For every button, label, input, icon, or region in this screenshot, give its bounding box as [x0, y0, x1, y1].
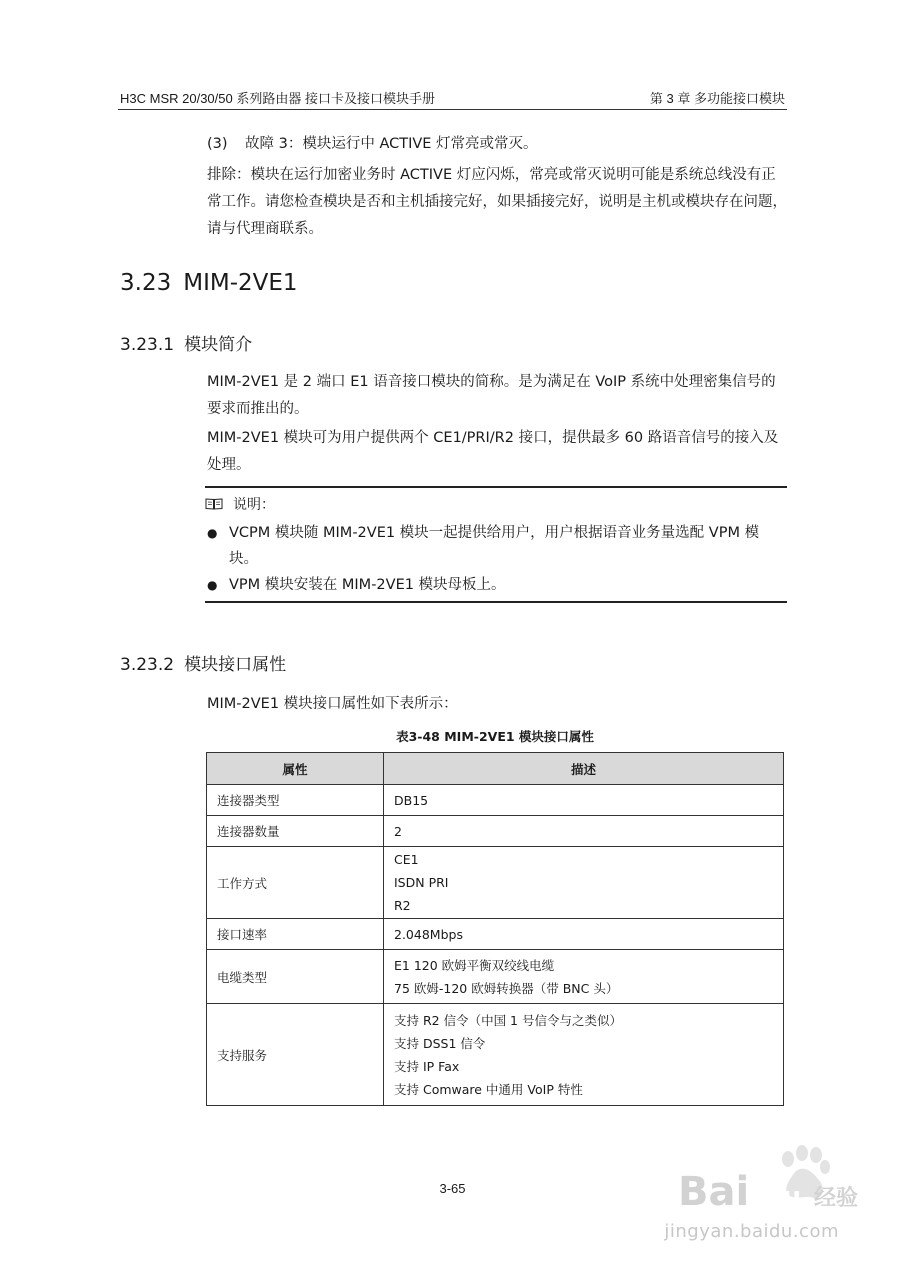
- attr-cell: 工作方式: [207, 847, 384, 919]
- desc-line: DB15: [394, 792, 429, 808]
- section-title: MIM-2VE1: [183, 270, 298, 296]
- desc-line: 2.048Mbps: [394, 926, 463, 942]
- intro-paragraph-2: MIM-2VE1 模块可为用户提供两个 CE1/PRI/R2 接口，提供最多 60 路语音信号的接入及处理。: [207, 430, 779, 473]
- note-title: 说明：: [233, 497, 275, 513]
- subsection-number: 3.23.1: [120, 335, 175, 355]
- desc-line: 支持 DSS1 信令: [394, 1035, 486, 1051]
- svg-text:经验: 经验: [814, 1186, 859, 1211]
- header-manual-title: H3C MSR 20/30/50 系列路由器 接口卡及接口模块手册: [120, 91, 435, 106]
- table-caption: 表3-48 MIM-2VE1 模块接口属性: [396, 729, 594, 744]
- desc-line: 支持 R2 信令（中国 1 号信令与之类似）: [394, 1012, 622, 1028]
- attr-cell: 接口速率: [207, 919, 384, 950]
- note-item: [205, 572, 787, 598]
- note-list: [205, 520, 787, 598]
- desc-cell: [384, 847, 784, 919]
- table-intro: MIM-2VE1 模块接口属性如下表所示：: [207, 696, 458, 712]
- attr-cell: 连接器数量: [207, 816, 384, 847]
- intro-paragraph-1: MIM-2VE1 是 2 端口 E1 语音接口模块的简称。是为满足在 VoIP 系统中处理密集信号的要求而推出的。: [207, 374, 776, 417]
- desc-cell: [384, 919, 784, 950]
- header-divider: [118, 109, 787, 110]
- desc-line: 支持 IP Fax: [394, 1058, 460, 1074]
- page-number: 3-65: [439, 1181, 466, 1196]
- fault-remedy: 排除：模块在运行加密业务时 ACTIVE 灯应闪烁，常亮或常灭说明可能是系统总线没有正常工作。请您检查模块是否和主机插接完好，如果插接完好，说明是主机或模块存在问题，请与代理商联系。: [207, 167, 787, 237]
- table-row: [207, 816, 784, 847]
- column-header-attribute: 属性: [207, 753, 384, 785]
- subsection-heading-attributes: [120, 650, 286, 675]
- fault-number: (3): [207, 136, 228, 152]
- table-row: [207, 919, 784, 950]
- desc-line: E1 120 欧姆平衡双绞线电缆: [394, 957, 555, 973]
- note-heading: [205, 494, 275, 514]
- watermark-url: jingyan.baidu.com: [664, 1221, 839, 1242]
- subsection-heading-intro: [120, 330, 252, 355]
- column-header-description: 描述: [384, 753, 784, 785]
- fault-item: [207, 131, 538, 158]
- desc-cell: [384, 1004, 784, 1106]
- table-header-row: [207, 753, 784, 785]
- fault-text: 故障 3：模块运行中 ACTIVE 灯常亮或常灭。: [245, 136, 538, 152]
- desc-cell: [384, 785, 784, 816]
- section-heading: [120, 270, 298, 296]
- desc-cell: [384, 816, 784, 847]
- desc-line: ISDN PRI: [394, 875, 449, 890]
- bullet-icon: ●: [207, 578, 218, 592]
- desc-line: 2: [394, 823, 402, 839]
- svg-text:du: du: [764, 1182, 802, 1212]
- desc-line: R2: [394, 898, 411, 913]
- subsection-number: 3.23.2: [120, 655, 175, 675]
- table-row: [207, 847, 784, 919]
- book-icon: [205, 497, 223, 510]
- desc-line: 支持 Comware 中通用 VoIP 特性: [394, 1081, 583, 1097]
- section-number: 3.23: [120, 270, 172, 296]
- note-item-text: VPM 模块安装在 MIM-2VE1 模块母板上。: [229, 577, 506, 593]
- header-chapter-title: 第 3 章 多功能接口模块: [649, 91, 785, 106]
- attribute-table: [206, 752, 784, 1106]
- attr-cell: 电缆类型: [207, 950, 384, 1004]
- desc-cell: [384, 950, 784, 1004]
- table-row: [207, 950, 784, 1004]
- bullet-icon: ●: [207, 526, 218, 540]
- note-box: [205, 486, 787, 603]
- table-row: [207, 1004, 784, 1106]
- svg-text:Bai: Bai: [678, 1169, 750, 1215]
- desc-line: CE1: [394, 852, 419, 867]
- note-item: [205, 520, 787, 572]
- attr-cell: 连接器类型: [207, 785, 384, 816]
- subsection-title: 模块接口属性: [184, 655, 287, 675]
- subsection-title: 模块简介: [184, 335, 253, 355]
- attr-cell: 支持服务: [207, 1004, 384, 1106]
- table-row: [207, 785, 784, 816]
- desc-line: 75 欧姆-120 欧姆转换器（带 BNC 头）: [394, 980, 619, 996]
- note-item-text: VCPM 模块随 MIM-2VE1 模块一起提供给用户，用户根据语音业务量选配 VPM 模块。: [229, 525, 760, 567]
